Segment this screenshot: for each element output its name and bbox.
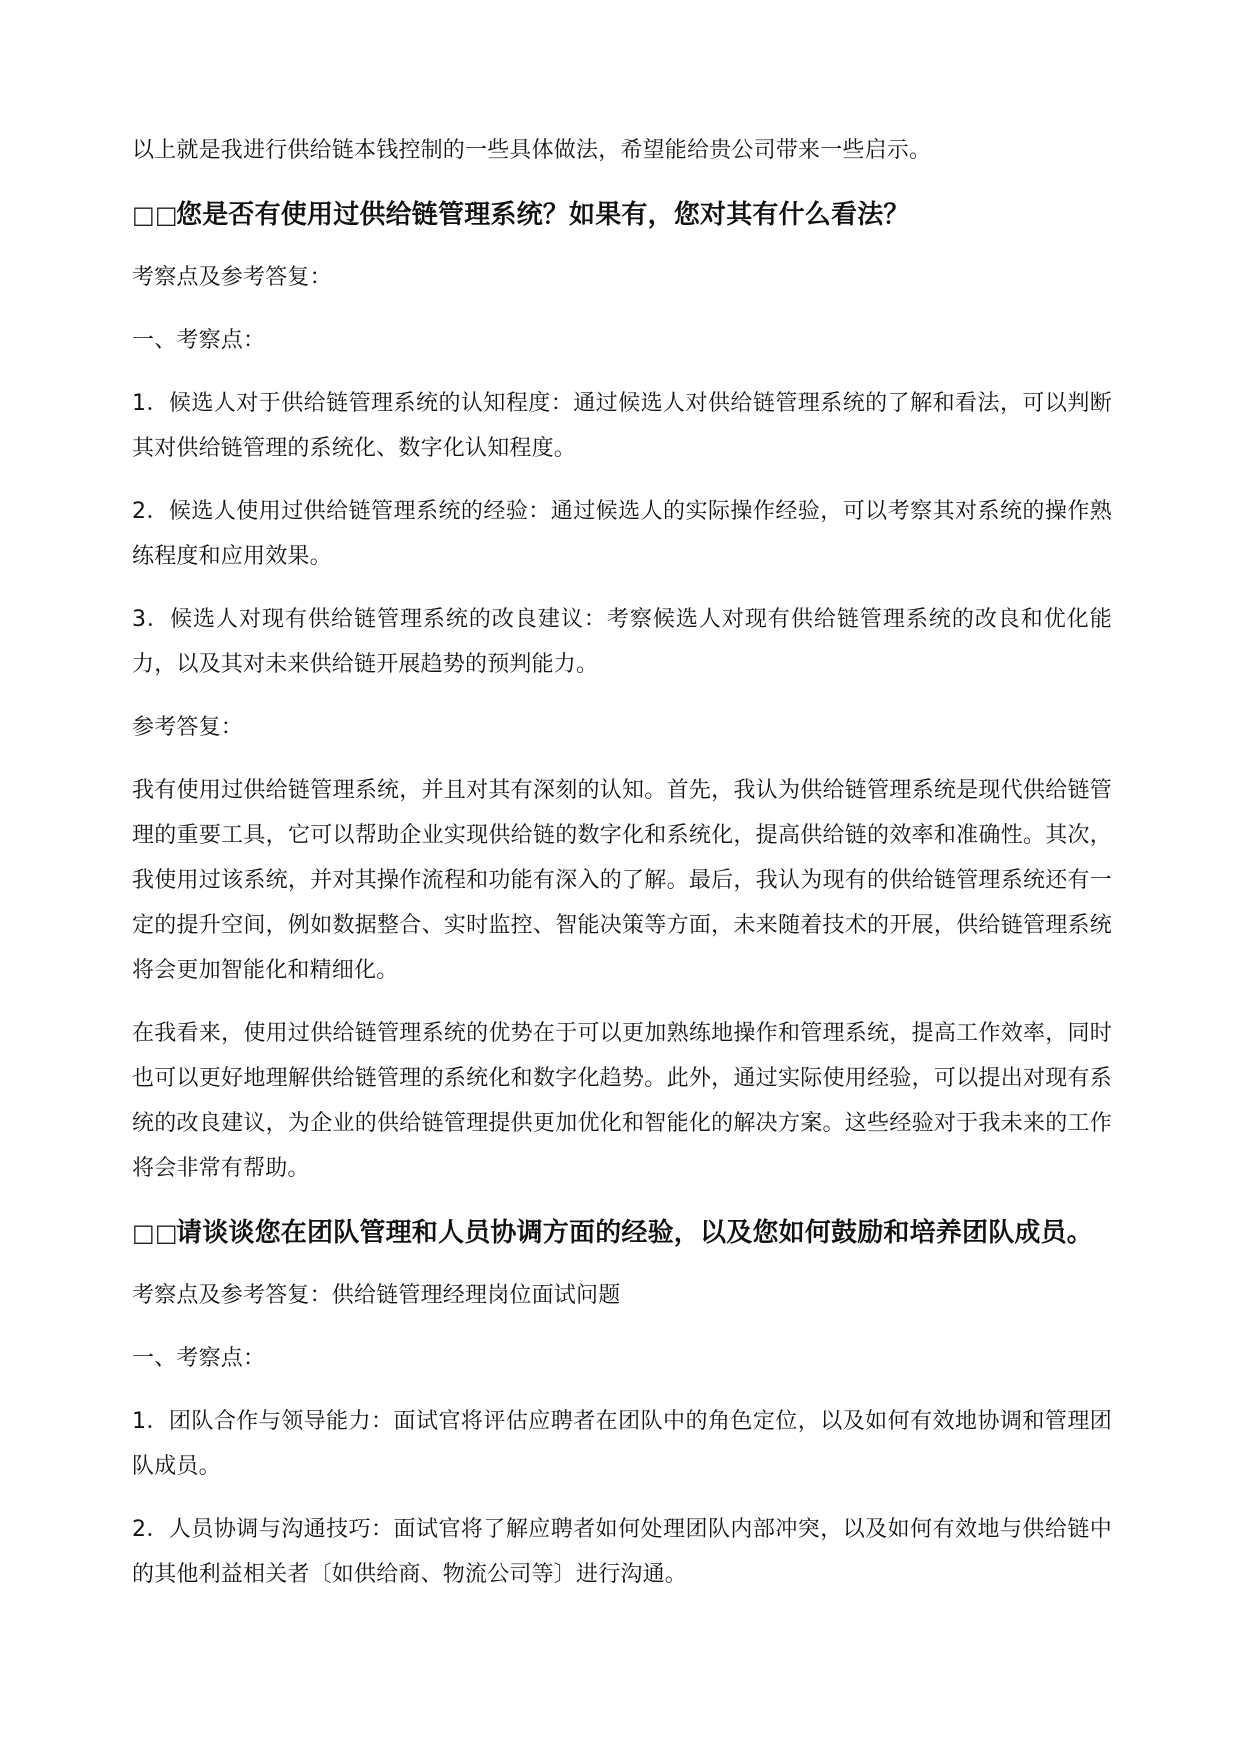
heading-bullet-icon: □□	[132, 201, 178, 229]
document-body	[132, 128, 1112, 1615]
paragraph-point-2: 2．人员协调与沟通技巧：面试官将了解应聘者如何处理团队内部冲突，以及如何有效地与供给链中的其他利益相关者〔如供给商、物流公司等〕进行沟通。	[132, 1517, 1112, 1587]
paragraph-section: 一、考察点：	[132, 1346, 266, 1371]
question-heading-1	[132, 191, 1112, 239]
paragraph-label: 考察点及参考答复：	[132, 265, 332, 290]
paragraph-point-1: 1．候选人对于供给链管理系统的认知程度：通过候选人对供给链管理系统的了解和看法，可以判断其对供给链管理的系统化、数字化认知程度。	[132, 391, 1112, 461]
paragraph-point-1: 1．团队合作与领导能力：面试官将评估应聘者在团队中的角色定位，以及如何有效地协调和管理团队成员。	[132, 1409, 1112, 1479]
question-heading-2	[132, 1209, 1112, 1257]
question-heading-text: 您是否有使用过供给链管理系统？如果有，您对其有什么看法？	[176, 200, 910, 230]
paragraph-label: 考察点及参考答复：供给链管理经理岗位面试问题	[132, 1283, 621, 1308]
heading-bullet-icon: □□	[132, 1219, 178, 1247]
paragraph-conclusion: 以上就是我进行供给链本钱控制的一些具体做法，希望能给贵公司带来一些启示。	[132, 138, 932, 163]
question-heading-text: 请谈谈您在团队管理和人员协调方面的经验，以及您如何鼓励和培养团队成员。	[176, 1218, 1094, 1248]
paragraph-label: 参考答复：	[132, 715, 244, 740]
paragraph-answer: 我有使用过供给链管理系统，并且对其有深刻的认知。首先，我认为供给链管理系统是现代供给链管理的重要工具，它可以帮助企业实现供给链的数字化和系统化，提高供给链的效率和准确性。其次，我使用过该系统，并对其操作流程和功能有深入的了解。最后，我认为现有的供给链管理系统还有一定的提升空间，例如数据整合、实时监控、智能决策等方面，未来随着技术的开展，供给链管理系统将会更加智能化和精细化。	[132, 778, 1112, 983]
paragraph-point-3: 3．候选人对现有供给链管理系统的改良建议：考察候选人对现有供给链管理系统的改良和优化能力，以及其对未来供给链开展趋势的预判能力。	[132, 607, 1112, 677]
paragraph-point-2: 2．候选人使用过供给链管理系统的经验：通过候选人的实际操作经验，可以考察其对系统的操作熟练程度和应用效果。	[132, 499, 1112, 569]
paragraph-answer: 在我看来，使用过供给链管理系统的优势在于可以更加熟练地操作和管理系统，提高工作效率，同时也可以更好地理解供给链管理的系统化和数字化趋势。此外，通过实际使用经验，可以提出对现有系统的改良建议，为企业的供给链管理提供更加优化和智能化的解决方案。这些经验对于我未来的工作将会非常有帮助。	[132, 1021, 1112, 1181]
paragraph-section: 一、考察点：	[132, 328, 266, 353]
